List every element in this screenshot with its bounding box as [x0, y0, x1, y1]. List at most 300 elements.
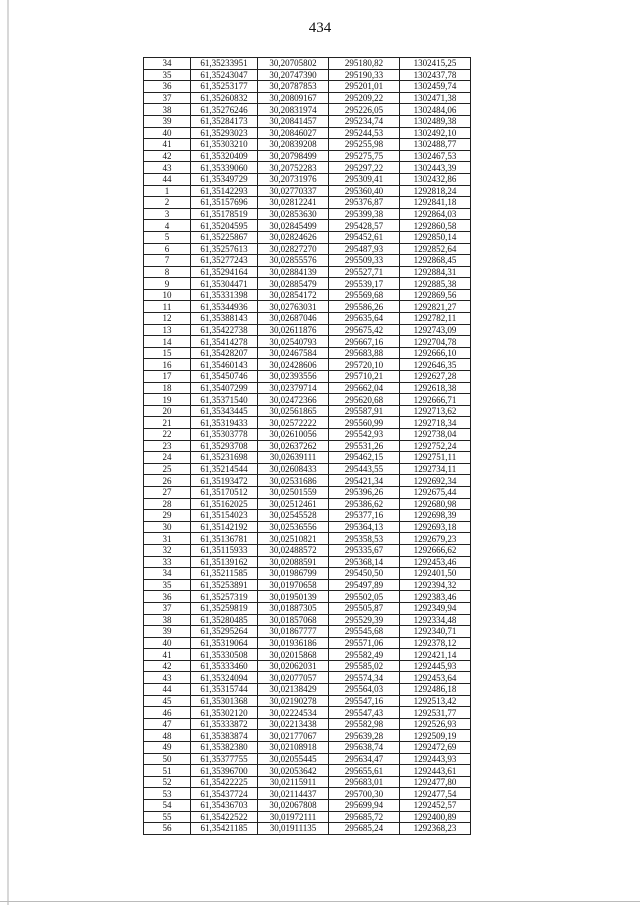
x-coordinate-cell: 295255,98 — [329, 139, 400, 151]
latitude-cell: 61,35233951 — [191, 58, 258, 70]
y-coordinate-cell: 1292692,34 — [400, 475, 471, 487]
latitude-cell: 61,35302120 — [191, 707, 258, 719]
y-coordinate-cell: 1292818,24 — [400, 185, 471, 197]
y-coordinate-cell: 1292752,24 — [400, 440, 471, 452]
x-coordinate-cell: 295505,87 — [329, 602, 400, 614]
point-number-cell: 36 — [144, 591, 191, 603]
table-row — [144, 823, 471, 835]
page-number: 434 — [308, 20, 332, 36]
x-coordinate-cell: 295450,50 — [329, 568, 400, 580]
point-number-cell: 47 — [144, 718, 191, 730]
longitude-cell: 30,02510821 — [258, 533, 329, 545]
table-row — [144, 788, 471, 800]
x-coordinate-cell: 295574,34 — [329, 672, 400, 684]
point-number-cell: 45 — [144, 695, 191, 707]
latitude-cell: 61,35344936 — [191, 301, 258, 313]
latitude-cell: 61,35436703 — [191, 800, 258, 812]
y-coordinate-cell: 1292400,89 — [400, 811, 471, 823]
table-row — [144, 231, 471, 243]
table-row — [144, 359, 471, 371]
table-row — [144, 313, 471, 325]
table-row — [144, 429, 471, 441]
longitude-cell: 30,20798499 — [258, 150, 329, 162]
x-coordinate-cell: 295297,22 — [329, 162, 400, 174]
x-coordinate-cell: 295443,55 — [329, 463, 400, 475]
latitude-cell: 61,35304471 — [191, 278, 258, 290]
table-row — [144, 695, 471, 707]
table-row — [144, 718, 471, 730]
longitude-cell: 30,02379714 — [258, 382, 329, 394]
table-row — [144, 811, 471, 823]
table-row — [144, 672, 471, 684]
x-coordinate-cell: 295428,57 — [329, 220, 400, 232]
table-row — [144, 301, 471, 313]
table-row — [144, 405, 471, 417]
longitude-cell: 30,20747390 — [258, 69, 329, 81]
longitude-cell: 30,01970658 — [258, 579, 329, 591]
table-row — [144, 591, 471, 603]
table-row — [144, 162, 471, 174]
longitude-cell: 30,02501559 — [258, 486, 329, 498]
longitude-cell: 30,20809167 — [258, 92, 329, 104]
point-number-cell: 39 — [144, 626, 191, 638]
coordinates-table — [143, 57, 471, 835]
y-coordinate-cell: 1292751,11 — [400, 452, 471, 464]
latitude-cell: 61,35260832 — [191, 92, 258, 104]
y-coordinate-cell: 1302492,10 — [400, 127, 471, 139]
x-coordinate-cell: 295399,38 — [329, 208, 400, 220]
longitude-cell: 30,02770337 — [258, 185, 329, 197]
x-coordinate-cell: 295244,53 — [329, 127, 400, 139]
latitude-cell: 61,35324094 — [191, 672, 258, 684]
table-row — [144, 544, 471, 556]
table-row — [144, 776, 471, 788]
latitude-cell: 61,35303778 — [191, 429, 258, 441]
longitude-cell: 30,02610056 — [258, 429, 329, 441]
x-coordinate-cell: 295675,42 — [329, 324, 400, 336]
longitude-cell: 30,02393556 — [258, 371, 329, 383]
latitude-cell: 61,35142192 — [191, 521, 258, 533]
table-row — [144, 173, 471, 185]
point-number-cell: 49 — [144, 742, 191, 754]
page-bottom-edge — [0, 901, 640, 902]
table-row — [144, 394, 471, 406]
longitude-cell: 30,02611876 — [258, 324, 329, 336]
longitude-cell: 30,01911135 — [258, 823, 329, 835]
point-number-cell: 26 — [144, 475, 191, 487]
table-row — [144, 533, 471, 545]
x-coordinate-cell: 295635,64 — [329, 313, 400, 325]
longitude-cell: 30,02845499 — [258, 220, 329, 232]
y-coordinate-cell: 1292334,48 — [400, 614, 471, 626]
point-number-cell: 34 — [144, 58, 191, 70]
x-coordinate-cell: 295710,21 — [329, 371, 400, 383]
x-coordinate-cell: 295209,22 — [329, 92, 400, 104]
longitude-cell: 30,02536556 — [258, 521, 329, 533]
latitude-cell: 61,35333460 — [191, 660, 258, 672]
latitude-cell: 61,35437724 — [191, 788, 258, 800]
table-row — [144, 197, 471, 209]
y-coordinate-cell: 1292526,93 — [400, 718, 471, 730]
y-coordinate-cell: 1292679,23 — [400, 533, 471, 545]
point-number-cell: 30 — [144, 521, 191, 533]
longitude-cell: 30,20831974 — [258, 104, 329, 116]
longitude-cell: 30,02015868 — [258, 649, 329, 661]
table-row — [144, 104, 471, 116]
x-coordinate-cell: 295587,91 — [329, 405, 400, 417]
x-coordinate-cell: 295685,72 — [329, 811, 400, 823]
point-number-cell: 14 — [144, 336, 191, 348]
longitude-cell: 30,02428606 — [258, 359, 329, 371]
table-row — [144, 486, 471, 498]
scan-edge-mark — [7, 0, 9, 905]
latitude-cell: 61,35371540 — [191, 394, 258, 406]
longitude-cell: 30,02545528 — [258, 510, 329, 522]
y-coordinate-cell: 1292864,03 — [400, 208, 471, 220]
table-row — [144, 475, 471, 487]
table-row — [144, 69, 471, 81]
longitude-cell: 30,02824626 — [258, 231, 329, 243]
latitude-cell: 61,35320409 — [191, 150, 258, 162]
latitude-cell: 61,35460143 — [191, 359, 258, 371]
y-coordinate-cell: 1292666,71 — [400, 394, 471, 406]
table-row — [144, 243, 471, 255]
latitude-cell: 61,35170512 — [191, 486, 258, 498]
point-number-cell: 4 — [144, 220, 191, 232]
table-row — [144, 208, 471, 220]
longitude-cell: 30,02177067 — [258, 730, 329, 742]
table-row — [144, 127, 471, 139]
point-number-cell: 40 — [144, 127, 191, 139]
point-number-cell: 37 — [144, 602, 191, 614]
y-coordinate-cell: 1292443,61 — [400, 765, 471, 777]
longitude-cell: 30,02812241 — [258, 197, 329, 209]
longitude-cell: 30,02088591 — [258, 556, 329, 568]
y-coordinate-cell: 1292675,44 — [400, 486, 471, 498]
latitude-cell: 61,35422522 — [191, 811, 258, 823]
point-number-cell: 38 — [144, 614, 191, 626]
x-coordinate-cell: 295542,93 — [329, 429, 400, 441]
y-coordinate-cell: 1292666,62 — [400, 544, 471, 556]
y-coordinate-cell: 1302437,78 — [400, 69, 471, 81]
point-number-cell: 32 — [144, 544, 191, 556]
y-coordinate-cell: 1292477,80 — [400, 776, 471, 788]
y-coordinate-cell: 1292666,10 — [400, 347, 471, 359]
point-number-cell: 41 — [144, 649, 191, 661]
latitude-cell: 61,35343445 — [191, 405, 258, 417]
y-coordinate-cell: 1292477,54 — [400, 788, 471, 800]
y-coordinate-cell: 1302484,06 — [400, 104, 471, 116]
x-coordinate-cell: 295539,17 — [329, 278, 400, 290]
longitude-cell: 30,20705802 — [258, 58, 329, 70]
latitude-cell: 61,35142293 — [191, 185, 258, 197]
y-coordinate-cell: 1292452,57 — [400, 800, 471, 812]
y-coordinate-cell: 1302471,38 — [400, 92, 471, 104]
point-number-cell: 46 — [144, 707, 191, 719]
latitude-cell: 61,35193472 — [191, 475, 258, 487]
point-number-cell: 3 — [144, 208, 191, 220]
y-coordinate-cell: 1302443,39 — [400, 162, 471, 174]
point-number-cell: 28 — [144, 498, 191, 510]
point-number-cell: 13 — [144, 324, 191, 336]
x-coordinate-cell: 295564,03 — [329, 684, 400, 696]
latitude-cell: 61,35214544 — [191, 463, 258, 475]
x-coordinate-cell: 295376,87 — [329, 197, 400, 209]
latitude-cell: 61,35139162 — [191, 556, 258, 568]
latitude-cell: 61,35333872 — [191, 718, 258, 730]
latitude-cell: 61,35178519 — [191, 208, 258, 220]
latitude-cell: 61,35330508 — [191, 649, 258, 661]
table-row — [144, 579, 471, 591]
x-coordinate-cell: 295452,61 — [329, 231, 400, 243]
table-row — [144, 498, 471, 510]
point-number-cell: 1 — [144, 185, 191, 197]
longitude-cell: 30,02885479 — [258, 278, 329, 290]
table-row — [144, 278, 471, 290]
latitude-cell: 61,35388143 — [191, 313, 258, 325]
latitude-cell: 61,35293708 — [191, 440, 258, 452]
latitude-cell: 61,35253177 — [191, 81, 258, 93]
longitude-cell: 30,02827270 — [258, 243, 329, 255]
point-number-cell: 40 — [144, 637, 191, 649]
latitude-cell: 61,35377755 — [191, 753, 258, 765]
x-coordinate-cell: 295527,71 — [329, 266, 400, 278]
latitude-cell: 61,35382380 — [191, 742, 258, 754]
x-coordinate-cell: 295569,68 — [329, 289, 400, 301]
table-row — [144, 185, 471, 197]
point-number-cell: 15 — [144, 347, 191, 359]
x-coordinate-cell: 295683,88 — [329, 347, 400, 359]
longitude-cell: 30,02062031 — [258, 660, 329, 672]
table-row — [144, 347, 471, 359]
y-coordinate-cell: 1292513,42 — [400, 695, 471, 707]
x-coordinate-cell: 295360,40 — [329, 185, 400, 197]
point-number-cell: 10 — [144, 289, 191, 301]
latitude-cell: 61,35284173 — [191, 115, 258, 127]
table-row — [144, 220, 471, 232]
latitude-cell: 61,35339060 — [191, 162, 258, 174]
y-coordinate-cell: 1292850,14 — [400, 231, 471, 243]
table-row — [144, 324, 471, 336]
longitude-cell: 30,02224534 — [258, 707, 329, 719]
latitude-cell: 61,35319433 — [191, 417, 258, 429]
x-coordinate-cell: 295720,10 — [329, 359, 400, 371]
latitude-cell: 61,35204595 — [191, 220, 258, 232]
table-row — [144, 255, 471, 267]
x-coordinate-cell: 295529,39 — [329, 614, 400, 626]
x-coordinate-cell: 295639,28 — [329, 730, 400, 742]
latitude-cell: 61,35383874 — [191, 730, 258, 742]
longitude-cell: 30,02467584 — [258, 347, 329, 359]
x-coordinate-cell: 295560,99 — [329, 417, 400, 429]
x-coordinate-cell: 295620,68 — [329, 394, 400, 406]
table-row — [144, 289, 471, 301]
longitude-cell: 30,20841457 — [258, 115, 329, 127]
table-row — [144, 556, 471, 568]
x-coordinate-cell: 295487,93 — [329, 243, 400, 255]
table-row — [144, 753, 471, 765]
x-coordinate-cell: 295396,26 — [329, 486, 400, 498]
point-number-cell: 29 — [144, 510, 191, 522]
table-row — [144, 637, 471, 649]
point-number-cell: 21 — [144, 417, 191, 429]
y-coordinate-cell: 1292340,71 — [400, 626, 471, 638]
longitude-cell: 30,02108918 — [258, 742, 329, 754]
y-coordinate-cell: 1292378,12 — [400, 637, 471, 649]
table-row — [144, 463, 471, 475]
table-row — [144, 568, 471, 580]
latitude-cell: 61,35303210 — [191, 139, 258, 151]
latitude-cell: 61,35157696 — [191, 197, 258, 209]
y-coordinate-cell: 1292782,11 — [400, 313, 471, 325]
point-number-cell: 22 — [144, 429, 191, 441]
x-coordinate-cell: 295662,04 — [329, 382, 400, 394]
x-coordinate-cell: 295571,06 — [329, 637, 400, 649]
longitude-cell: 30,02055445 — [258, 753, 329, 765]
y-coordinate-cell: 1292885,38 — [400, 278, 471, 290]
x-coordinate-cell: 295386,62 — [329, 498, 400, 510]
y-coordinate-cell: 1292531,77 — [400, 707, 471, 719]
longitude-cell: 30,01857068 — [258, 614, 329, 626]
point-number-cell: 24 — [144, 452, 191, 464]
point-number-cell: 56 — [144, 823, 191, 835]
point-number-cell: 39 — [144, 115, 191, 127]
longitude-cell: 30,20731976 — [258, 173, 329, 185]
point-number-cell: 42 — [144, 660, 191, 672]
x-coordinate-cell: 295377,16 — [329, 510, 400, 522]
point-number-cell: 19 — [144, 394, 191, 406]
latitude-cell: 61,35301368 — [191, 695, 258, 707]
y-coordinate-cell: 1292627,28 — [400, 371, 471, 383]
longitude-cell: 30,02115911 — [258, 776, 329, 788]
longitude-cell: 30,02190278 — [258, 695, 329, 707]
y-coordinate-cell: 1292693,18 — [400, 521, 471, 533]
latitude-cell: 61,35277243 — [191, 255, 258, 267]
y-coordinate-cell: 1292884,31 — [400, 266, 471, 278]
table-row — [144, 765, 471, 777]
point-number-cell: 35 — [144, 579, 191, 591]
y-coordinate-cell: 1302459,74 — [400, 81, 471, 93]
latitude-cell: 61,35422225 — [191, 776, 258, 788]
y-coordinate-cell: 1292421,14 — [400, 649, 471, 661]
longitude-cell: 30,01887305 — [258, 602, 329, 614]
point-number-cell: 52 — [144, 776, 191, 788]
point-number-cell: 44 — [144, 684, 191, 696]
x-coordinate-cell: 295368,14 — [329, 556, 400, 568]
x-coordinate-cell: 295582,98 — [329, 718, 400, 730]
table-row — [144, 649, 471, 661]
latitude-cell: 61,35257613 — [191, 243, 258, 255]
y-coordinate-cell: 1292453,64 — [400, 672, 471, 684]
table-row — [144, 742, 471, 754]
point-number-cell: 36 — [144, 81, 191, 93]
y-coordinate-cell: 1292443,93 — [400, 753, 471, 765]
table-row — [144, 336, 471, 348]
y-coordinate-cell: 1292646,35 — [400, 359, 471, 371]
longitude-cell: 30,02608433 — [258, 463, 329, 475]
table-row — [144, 81, 471, 93]
table-row — [144, 510, 471, 522]
y-coordinate-cell: 1302488,77 — [400, 139, 471, 151]
x-coordinate-cell: 295190,33 — [329, 69, 400, 81]
y-coordinate-cell: 1302489,38 — [400, 115, 471, 127]
table-row — [144, 660, 471, 672]
x-coordinate-cell: 295509,33 — [329, 255, 400, 267]
table-row — [144, 800, 471, 812]
longitude-cell: 30,20787853 — [258, 81, 329, 93]
y-coordinate-cell: 1292868,45 — [400, 255, 471, 267]
longitude-cell: 30,01936186 — [258, 637, 329, 649]
x-coordinate-cell: 295547,43 — [329, 707, 400, 719]
y-coordinate-cell: 1292509,19 — [400, 730, 471, 742]
longitude-cell: 30,01972111 — [258, 811, 329, 823]
x-coordinate-cell: 295634,47 — [329, 753, 400, 765]
point-number-cell: 27 — [144, 486, 191, 498]
x-coordinate-cell: 295309,41 — [329, 173, 400, 185]
y-coordinate-cell: 1292445,93 — [400, 660, 471, 672]
latitude-cell: 61,35421185 — [191, 823, 258, 835]
x-coordinate-cell: 295497,89 — [329, 579, 400, 591]
latitude-cell: 61,35407299 — [191, 382, 258, 394]
latitude-cell: 61,35331398 — [191, 289, 258, 301]
table-row — [144, 417, 471, 429]
table-row — [144, 139, 471, 151]
longitude-cell: 30,02687046 — [258, 313, 329, 325]
x-coordinate-cell: 295226,05 — [329, 104, 400, 116]
latitude-cell: 61,35295264 — [191, 626, 258, 638]
latitude-cell: 61,35259819 — [191, 602, 258, 614]
point-number-cell: 43 — [144, 672, 191, 684]
x-coordinate-cell: 295685,24 — [329, 823, 400, 835]
y-coordinate-cell: 1292734,11 — [400, 463, 471, 475]
x-coordinate-cell: 295667,16 — [329, 336, 400, 348]
latitude-cell: 61,35422738 — [191, 324, 258, 336]
point-number-cell: 50 — [144, 753, 191, 765]
latitude-cell: 61,35225867 — [191, 231, 258, 243]
x-coordinate-cell: 295201,01 — [329, 81, 400, 93]
latitude-cell: 61,35243047 — [191, 69, 258, 81]
longitude-cell: 30,01986799 — [258, 568, 329, 580]
point-number-cell: 11 — [144, 301, 191, 313]
latitude-cell: 61,35115933 — [191, 544, 258, 556]
point-number-cell: 51 — [144, 765, 191, 777]
longitude-cell: 30,01867777 — [258, 626, 329, 638]
y-coordinate-cell: 1292869,56 — [400, 289, 471, 301]
point-number-cell: 7 — [144, 255, 191, 267]
longitude-cell: 30,02854172 — [258, 289, 329, 301]
x-coordinate-cell: 295699,94 — [329, 800, 400, 812]
longitude-cell: 30,02763031 — [258, 301, 329, 313]
y-coordinate-cell: 1292704,78 — [400, 336, 471, 348]
y-coordinate-cell: 1302415,25 — [400, 58, 471, 70]
latitude-cell: 61,35231698 — [191, 452, 258, 464]
longitude-cell: 30,02572222 — [258, 417, 329, 429]
longitude-cell: 30,02213438 — [258, 718, 329, 730]
latitude-cell: 61,35315744 — [191, 684, 258, 696]
point-number-cell: 54 — [144, 800, 191, 812]
y-coordinate-cell: 1292618,38 — [400, 382, 471, 394]
point-number-cell: 41 — [144, 139, 191, 151]
latitude-cell: 61,35257319 — [191, 591, 258, 603]
y-coordinate-cell: 1292852,64 — [400, 243, 471, 255]
point-number-cell: 53 — [144, 788, 191, 800]
longitude-cell: 30,02472366 — [258, 394, 329, 406]
x-coordinate-cell: 295655,61 — [329, 765, 400, 777]
point-number-cell: 35 — [144, 69, 191, 81]
y-coordinate-cell: 1292486,18 — [400, 684, 471, 696]
longitude-cell: 30,02077057 — [258, 672, 329, 684]
y-coordinate-cell: 1292401,50 — [400, 568, 471, 580]
